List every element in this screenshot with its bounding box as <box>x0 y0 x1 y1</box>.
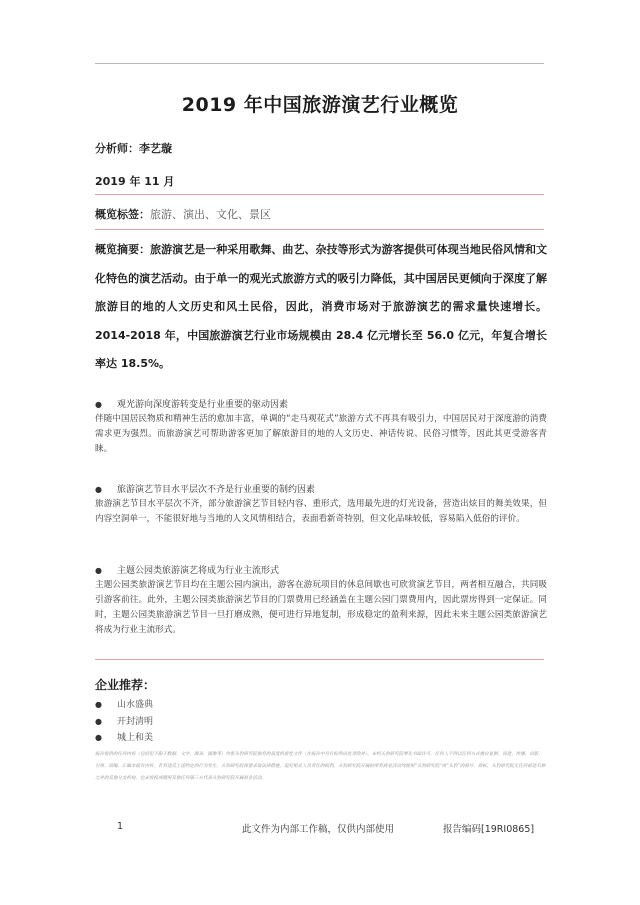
divider-2 <box>95 229 544 230</box>
list-item <box>95 730 153 747</box>
key-point-heading <box>95 483 547 497</box>
recommendation-title: 企业推荐： <box>95 678 156 692</box>
key-point-title: 主题公园类旅游演艺将成为行业主流形式 <box>117 566 280 576</box>
key-point-title: 观光游向深度游转变是行业重要的驱动因素 <box>117 400 289 410</box>
company-name: 城上和美 <box>117 733 154 743</box>
key-point-body: 旅游演艺节目水平层次不齐，部分旅游演艺节目轻内容、重形式，选用最先进的灯光设备，营造出炫目的舞美效果，但内容空洞单一，不能很好地与当地的人文风情相结合，表面看新奇特别，但文化品味较低，容易陷入低俗的评价。 <box>95 499 547 524</box>
report-code: 报告编码[19RI0865] <box>443 824 535 835</box>
divider-1 <box>95 194 544 195</box>
key-point-title: 旅游演艺节目水平层次不齐是行业重要的制约因素 <box>117 485 316 495</box>
header-divider <box>95 63 544 64</box>
tags-label: 概览标签： <box>95 208 150 221</box>
confidential-notice: 此文件为内部工作稿，仅供内部使用 <box>242 824 395 835</box>
bullet-icon: ● <box>95 400 102 409</box>
bullet-icon: ● <box>95 566 102 575</box>
list-item <box>95 697 153 714</box>
overview-tags <box>95 206 271 222</box>
page-number: 1 <box>117 821 124 832</box>
key-point-1 <box>95 398 547 457</box>
key-point-body: 伴随中国居民物质和精神生活的愈加丰富，单调的“走马观花式”旅游方式不再具有吸引力，中国居民对于深度游的消费需求更为强烈。而旅游演艺可帮助游客更加了解旅游目的地的人文历史、神话传说、民俗习惯等，因此其更受游客青睐。 <box>95 414 547 454</box>
recommendation-list <box>95 697 153 747</box>
key-point-heading <box>95 398 547 412</box>
report-title: 2019 年中国旅游演艺行业概览 <box>181 94 459 116</box>
tags-value: 旅游、演出、文化、景区 <box>150 208 271 221</box>
report-date: 2019 年 11 月 <box>95 175 175 188</box>
list-item <box>95 714 153 731</box>
key-point-3 <box>95 564 547 638</box>
company-name: 山水盛典 <box>117 700 154 710</box>
divider-3 <box>95 659 544 660</box>
key-point-body: 主题公园类旅游演艺节目均在主题公园内演出，游客在游玩项目的休息间歇也可欣赏演艺节目，两者相互融合，共同吸引游客前往。此外，主题公园类旅游演艺节目的门票费用已经涵盖在主题公园门票费用内，因此票房得到一定保证。同时，主题公园类旅游演艺节目一旦打磨成熟，便可进行异地复制，形成稳定的盈利来源，因此未来主题公园类旅游演艺将成为行业主流形式。 <box>95 580 547 635</box>
bullet-icon: ● <box>95 485 102 494</box>
key-point-heading <box>95 564 547 578</box>
analyst-line: 分析师：李艺璇 <box>95 142 172 155</box>
overview-summary: 概览摘要：旅游演艺是一种采用歌舞、曲艺、杂技等形式为游客提供可体现当地民俗风情和文化特色的演艺活动。由于单一的观光式旅游方式的吸引力降低，其中国居民更倾向于深度了解旅游目的地的人文历史和风土民俗，因此，消费市场对于旅游演艺的需求量快速增长。2014-2018 年，中国旅游演艺行业市场规模由 28.4 亿元增长至 56.0 亿元，年复合增长率达 18.5%。 <box>95 243 547 370</box>
bullet-icon: ● <box>95 700 102 709</box>
company-name: 开封清明 <box>117 716 154 727</box>
key-point-2 <box>95 483 547 527</box>
disclaimer-text: 报告提供的任何内容（包括但不限于数据、文字、图表、图像等）均系头豹研究院独有的高度机密性文件（在报告中另行标明出处者除外）。未经头豹研究院事先书面许可，任何人不得以任何方式擅自复制、再造、传播、出版、引用、改编、汇编本报告内容，若有违反上述约定的行为发生，头豹研究院保留采取法律措施，追究相关人员责任的权利。头豹研究院开展的所有商业活动均使用“头豹研究院”或“头豹”的商号、商标，头豹研究院无任何前述名称之外的其他分支机构，也未授权或聘用其他任何第三方代表头豹研究院开展商业活动。 <box>95 752 546 781</box>
bullet-icon: ● <box>95 716 102 726</box>
bullet-icon: ● <box>95 733 102 742</box>
